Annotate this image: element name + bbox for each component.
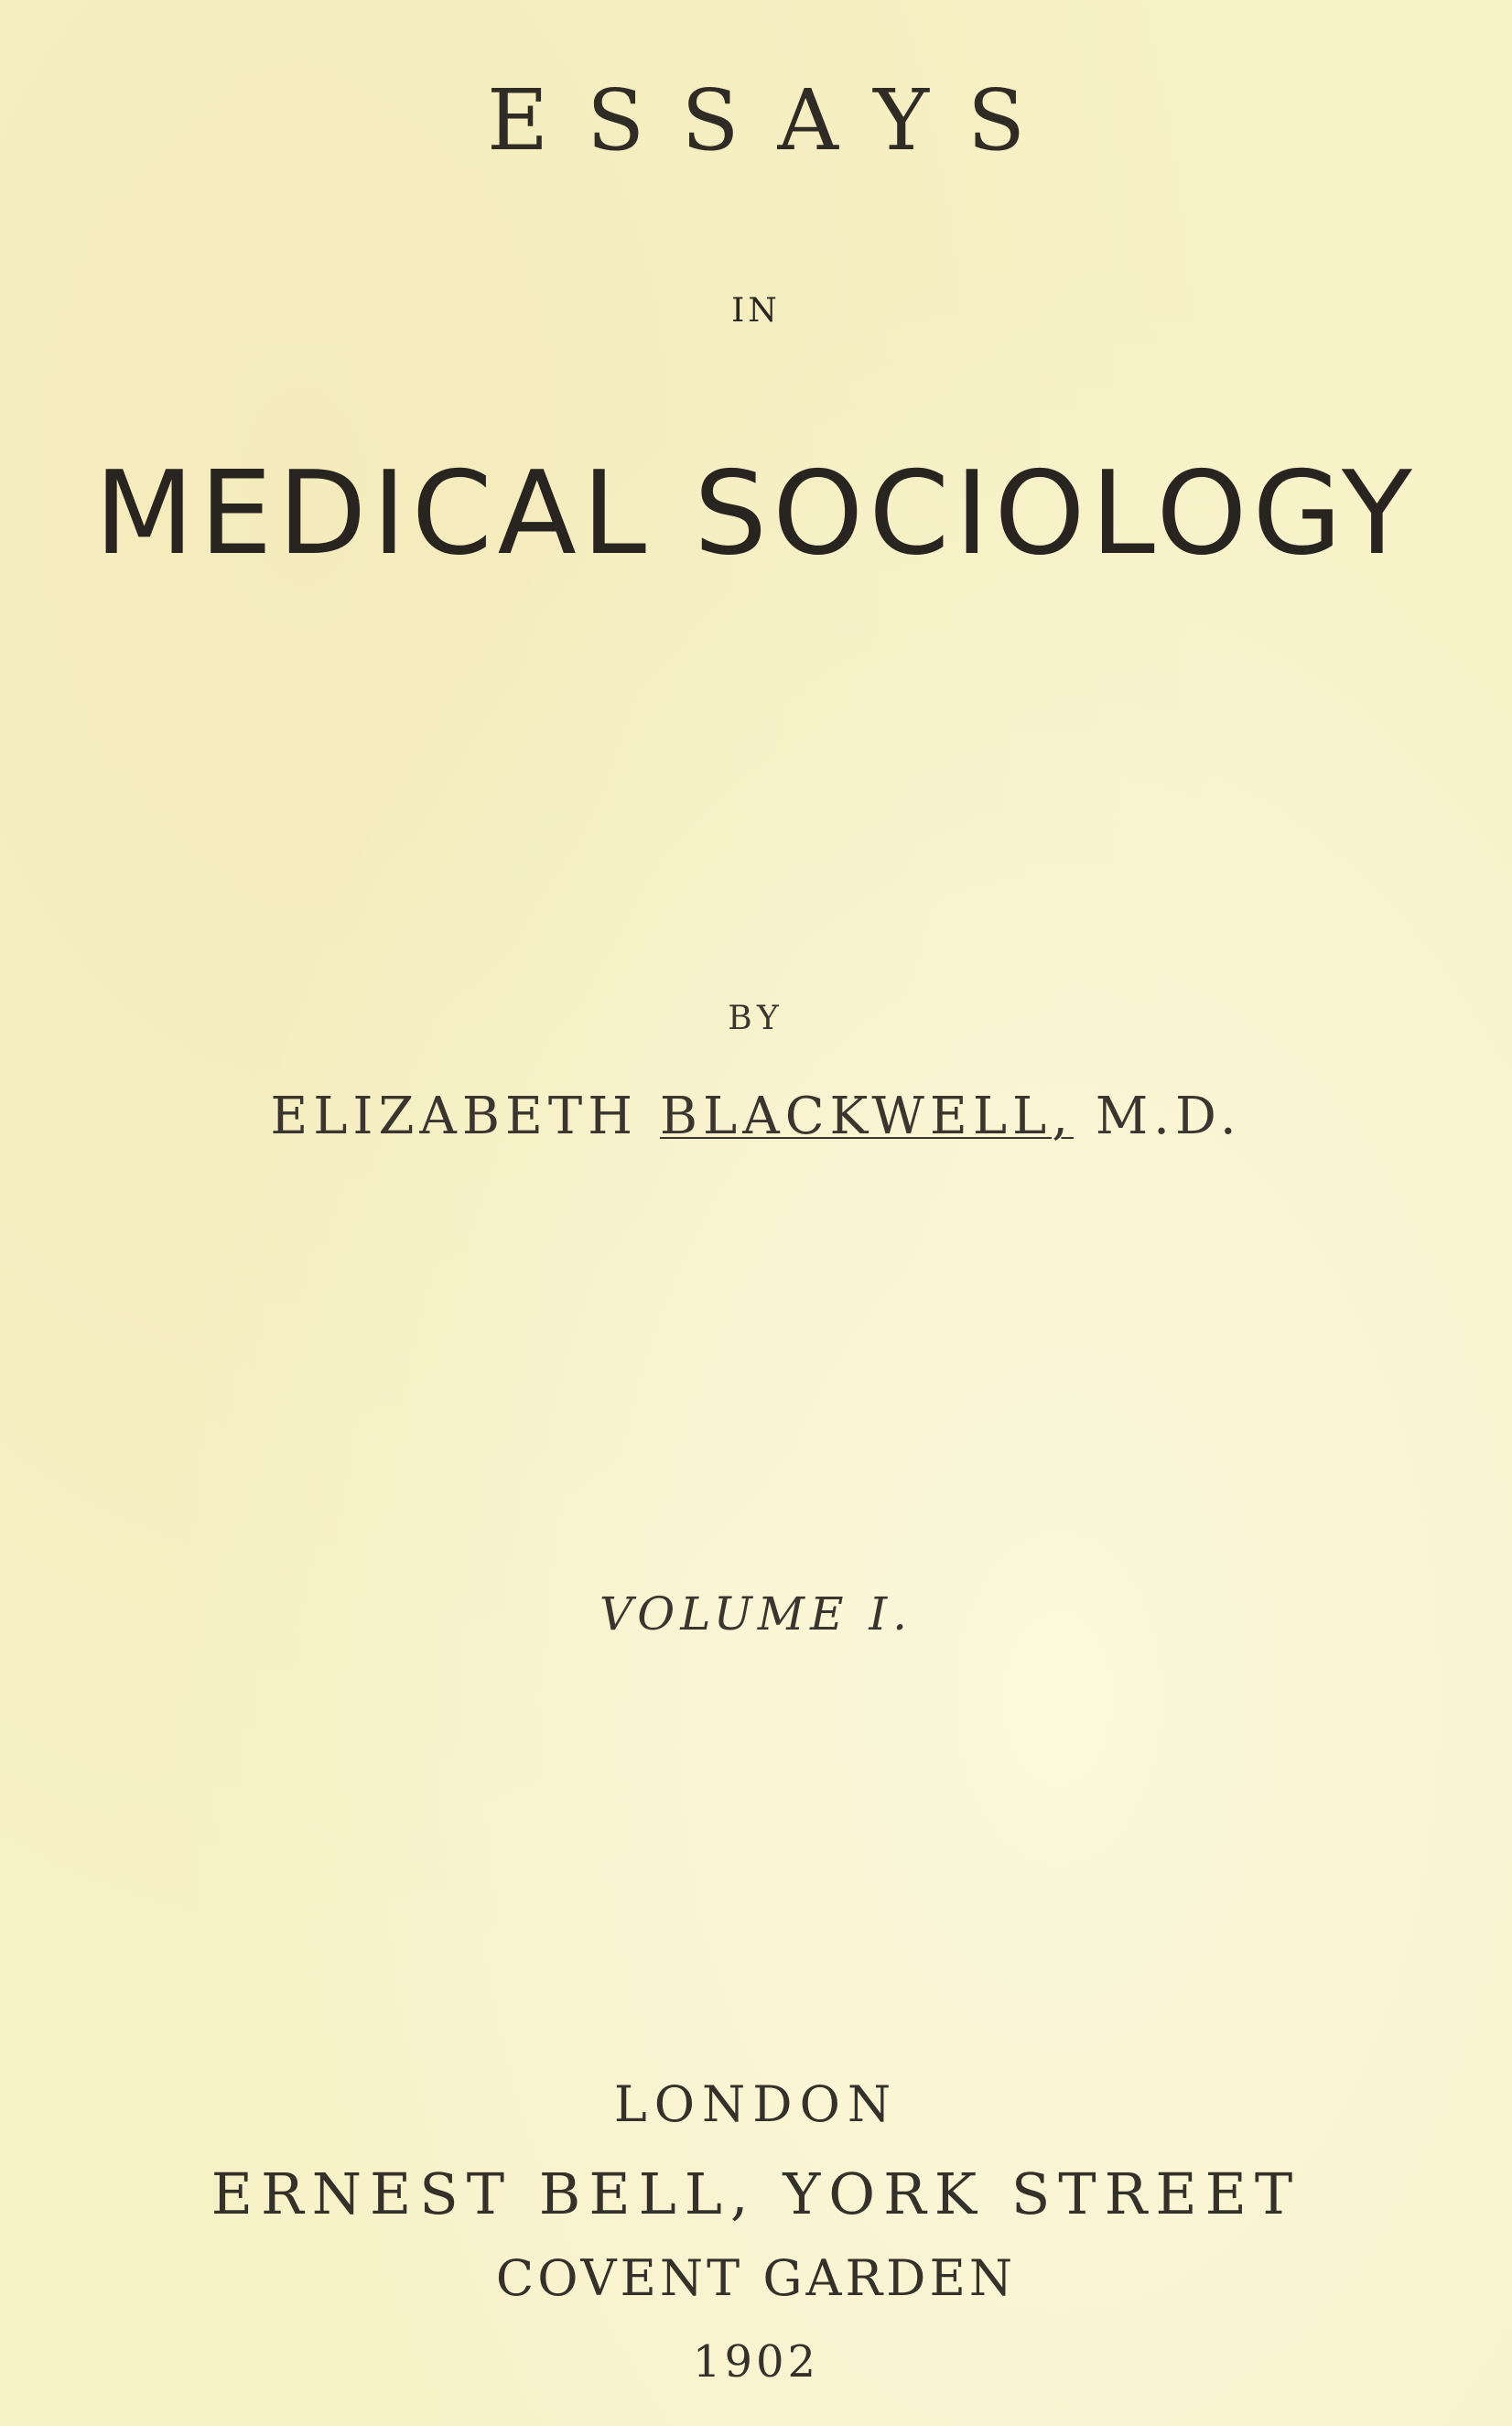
main-title: MEDICAL SOCIOLOGY [94,446,1418,580]
in-word: IN [731,292,781,330]
imprint-year: 1902 [692,2336,820,2388]
volume-label: VOLUME I. [599,1587,913,1641]
imprint-place: COVENT GARDEN [495,2249,1017,2307]
by-word: BY [728,1000,784,1037]
author-line [0,1087,1512,1146]
author-surname: BLACKWELL, [659,1087,1074,1146]
author-given-name: ELIZABETH [270,1087,639,1146]
imprint-city: LONDON [613,2075,899,2133]
author-degree: M.D. [1095,1087,1242,1146]
essays-heading: ESSAYS [486,71,1064,169]
imprint-publisher: ERNEST BELL, YORK STREET [211,2161,1301,2227]
